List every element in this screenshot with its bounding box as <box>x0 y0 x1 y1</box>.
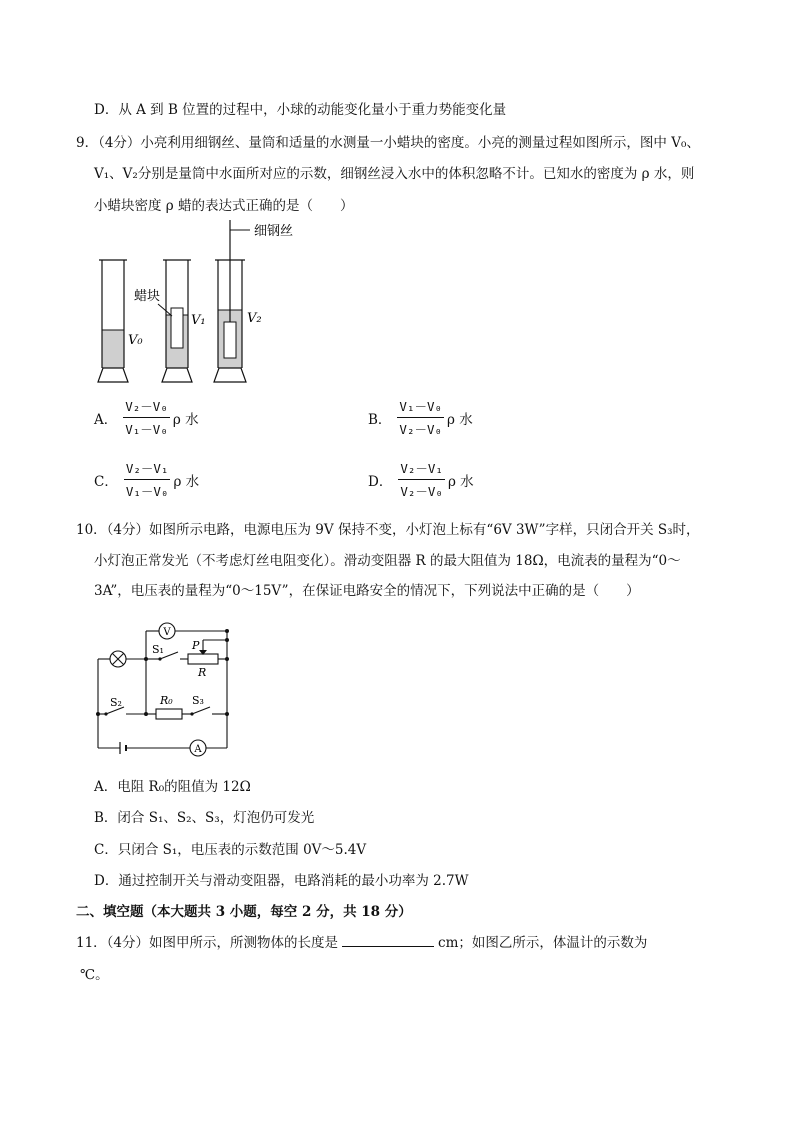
ammeter-icon <box>190 740 206 756</box>
fraction-denominator: V₂－V₀ <box>400 484 443 499</box>
fraction-numerator: V₂－V₀ <box>123 397 170 418</box>
option-suffix: ρ 水 <box>173 473 200 490</box>
option-suffix: ρ 水 <box>447 411 473 428</box>
fraction-denominator: V₁－V₀ <box>125 422 168 437</box>
fraction-numerator: V₁－V₀ <box>397 397 444 418</box>
option-fraction <box>398 459 445 500</box>
q9-stem-line3: 小蜡块密度 ρ 蜡的表达式正确的是（ ） <box>94 198 354 214</box>
option-letter: D． <box>368 473 393 490</box>
label-v0: V₀ <box>128 333 143 348</box>
q9-option-c <box>94 459 199 500</box>
voltmeter-icon <box>159 623 175 639</box>
label-r: R <box>198 666 207 679</box>
cylinder-v2 <box>214 220 293 382</box>
option-letter: A． <box>94 411 118 428</box>
q9-stem-line2: V₁、V₂分别是量筒中水面所对应的示数，细钢丝浸入水中的体积忽略不计。已知水的密度为 ρ 水，则 <box>94 166 695 182</box>
q10-stem-line3: 3A”，电压表的量程为“0～15V”，在保证电路安全的情况下，下列说法中正确的是（ ） <box>94 583 640 599</box>
fraction-numerator: V₂－V₁ <box>398 459 445 480</box>
q9-option-b <box>368 397 473 438</box>
option-fraction <box>124 459 171 500</box>
q10-option-b: B．闭合 S₁、S₂、S₃，灯泡仍可发光 <box>94 810 315 826</box>
label-steel-wire: 细钢丝 <box>254 224 294 239</box>
q9-cylinder-figure <box>90 218 320 388</box>
q10-option-c: C．只闭合 S₁，电压表的示数范围 0V～5.4V <box>94 842 367 858</box>
label-wax: 蜡块 <box>134 289 161 304</box>
q9-option-a <box>94 397 199 438</box>
label-s3: S₃ <box>192 694 204 707</box>
fraction-denominator: V₂－V₀ <box>399 422 443 437</box>
q11-stem-line2: ℃。 <box>80 967 109 983</box>
wax-block-submerged <box>224 322 236 358</box>
q9-option-d <box>368 459 474 500</box>
option-letter: C． <box>94 473 118 490</box>
cylinder-v0 <box>98 260 143 382</box>
ammeter-label: A <box>194 744 202 755</box>
option-suffix: ρ 水 <box>447 473 474 490</box>
q10-stem-line2: 小灯泡正常发光（不考虑灯丝电阻变化）。滑动变阻器 R 的最大阻值为 18Ω，电流表的量程为“0～ <box>94 553 681 569</box>
label-s2: S₂ <box>110 696 122 709</box>
option-fraction <box>397 397 444 438</box>
fraction-denominator: V₁－V₀ <box>125 484 169 499</box>
q11-stem-line1 <box>76 934 647 952</box>
cylinder-v1 <box>134 260 206 382</box>
label-v1: V₁ <box>191 313 206 328</box>
q11-part1: 11．（4分）如图甲所示，所测物体的长度是 <box>76 935 339 951</box>
option-letter: B． <box>368 411 392 428</box>
label-s1: S₁ <box>152 643 164 656</box>
q8-option-d: D．从 A 到 B 位置的过程中，小球的动能变化量小于重力势能变化量 <box>94 102 507 118</box>
voltmeter-label: V <box>163 627 171 638</box>
lamp-icon <box>110 651 126 667</box>
wax-block-floating <box>171 308 183 348</box>
label-p: P <box>192 639 200 652</box>
q10-option-a: A．电阻 R₀的阻值为 12Ω <box>94 779 251 795</box>
q10-circuit-diagram <box>88 608 238 758</box>
fraction-numerator: V₂－V₁ <box>124 459 171 480</box>
option-fraction <box>123 397 170 438</box>
answer-blank[interactable] <box>342 934 434 947</box>
label-v2: V₂ <box>247 311 262 326</box>
q9-stem-line1: 9．（4分）小亮利用细钢丝、量筒和适量的水测量一小蜡块的密度。小亮的测量过程如图所示，图中 V₀、 <box>76 135 700 151</box>
q10-option-d: D．通过控制开关与滑动变阻器，电路消耗的最小功率为 2.7W <box>94 873 469 889</box>
battery-icon <box>120 742 126 754</box>
q11-part2: cm；如图乙所示，体温计的示数为 <box>438 935 648 951</box>
q10-stem-line1: 10．（4分）如图所示电路，电源电压为 9V 保持不变，小灯泡上标有“6V 3W”字样，只闭合开关 S₃时， <box>76 522 700 538</box>
label-r0: R₀ <box>160 694 173 707</box>
section-heading: 二、填空题（本大题共 3 小题，每空 2 分，共 18 分） <box>76 904 412 920</box>
option-suffix: ρ 水 <box>172 411 199 428</box>
